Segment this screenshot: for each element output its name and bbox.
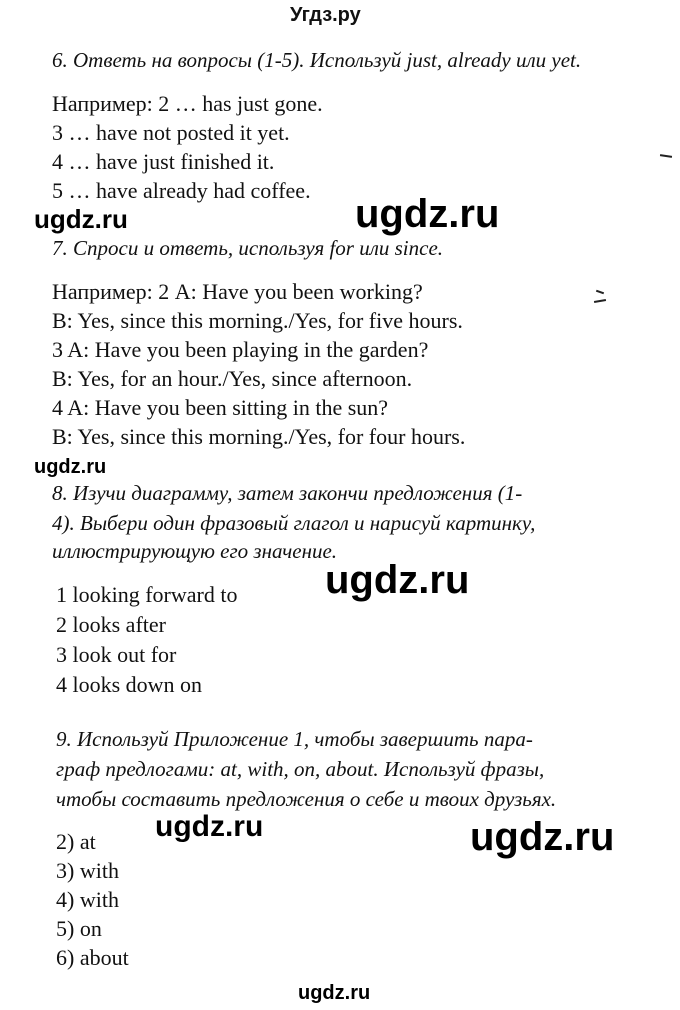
task-7-line: B: Yes, since this morning./Yes, for four hours.: [52, 424, 466, 449]
watermark: ugdz.ru: [34, 456, 107, 478]
task-8-line: 3 look out for: [56, 642, 177, 667]
task-8-line: 1 looking forward to: [56, 582, 238, 607]
task-6-line: 5 … have already had coffee.: [52, 178, 311, 203]
watermark: ugdz.ru: [470, 815, 615, 859]
scan-mark: [594, 299, 606, 303]
task-7-line: B: Yes, for an hour./Yes, since afternoon.: [52, 366, 413, 391]
site-header: Угдз.ру: [290, 4, 361, 26]
task-7-line: 3 A: Have you been playing in the garden?: [52, 337, 429, 362]
task-7-instruction: 7. Спроси и ответь, используя for или since.: [52, 236, 444, 260]
watermark: ugdz.ru: [355, 192, 500, 236]
watermark: ugdz.ru: [325, 558, 470, 602]
scan-mark: [660, 154, 672, 158]
task-9-instruction: 9. Используй Приложение 1, чтобы завершить пара-: [56, 727, 533, 751]
task-9-line: 2) at: [56, 829, 96, 854]
task-8-line: 2 looks after: [56, 612, 166, 637]
watermark: ugdz.ru: [155, 810, 264, 843]
task-6-instruction: 6. Ответь на вопросы (1-5). Используй just, already или yet.: [52, 48, 582, 72]
task-7-line: B: Yes, since this morning./Yes, for five hours.: [52, 308, 463, 333]
watermark: ugdz.ru: [34, 204, 128, 234]
task-7-line: Например: 2 A: Have you been working?: [52, 279, 423, 304]
task-8-instruction: иллюстрирующую его значение.: [52, 539, 338, 563]
task-9-line: 3) with: [56, 858, 119, 883]
task-8-instruction: 8. Изучи диаграмму, затем закончи предложения (1-: [52, 481, 523, 505]
task-6-line: Например: 2 … has just gone.: [52, 91, 323, 116]
task-9-instruction: граф предлогами: at, with, on, about. Используй фразы,: [56, 757, 545, 781]
task-8-instruction: 4). Выбери один фразовый глагол и нарисуй картинку,: [52, 511, 536, 535]
task-9-line: 5) on: [56, 916, 102, 941]
task-9-line: 6) about: [56, 945, 129, 970]
task-9-line: 4) with: [56, 887, 119, 912]
task-6-line: 3 … have not posted it yet.: [52, 120, 290, 145]
task-6-line: 4 … have just finished it.: [52, 149, 275, 174]
scan-mark: [596, 290, 604, 295]
task-7-line: 4 A: Have you been sitting in the sun?: [52, 395, 389, 420]
task-9-instruction: чтобы составить предложения о себе и твоих друзьях.: [56, 787, 557, 811]
task-8-line: 4 looks down on: [56, 672, 203, 697]
footer-watermark: ugdz.ru: [298, 982, 371, 1004]
